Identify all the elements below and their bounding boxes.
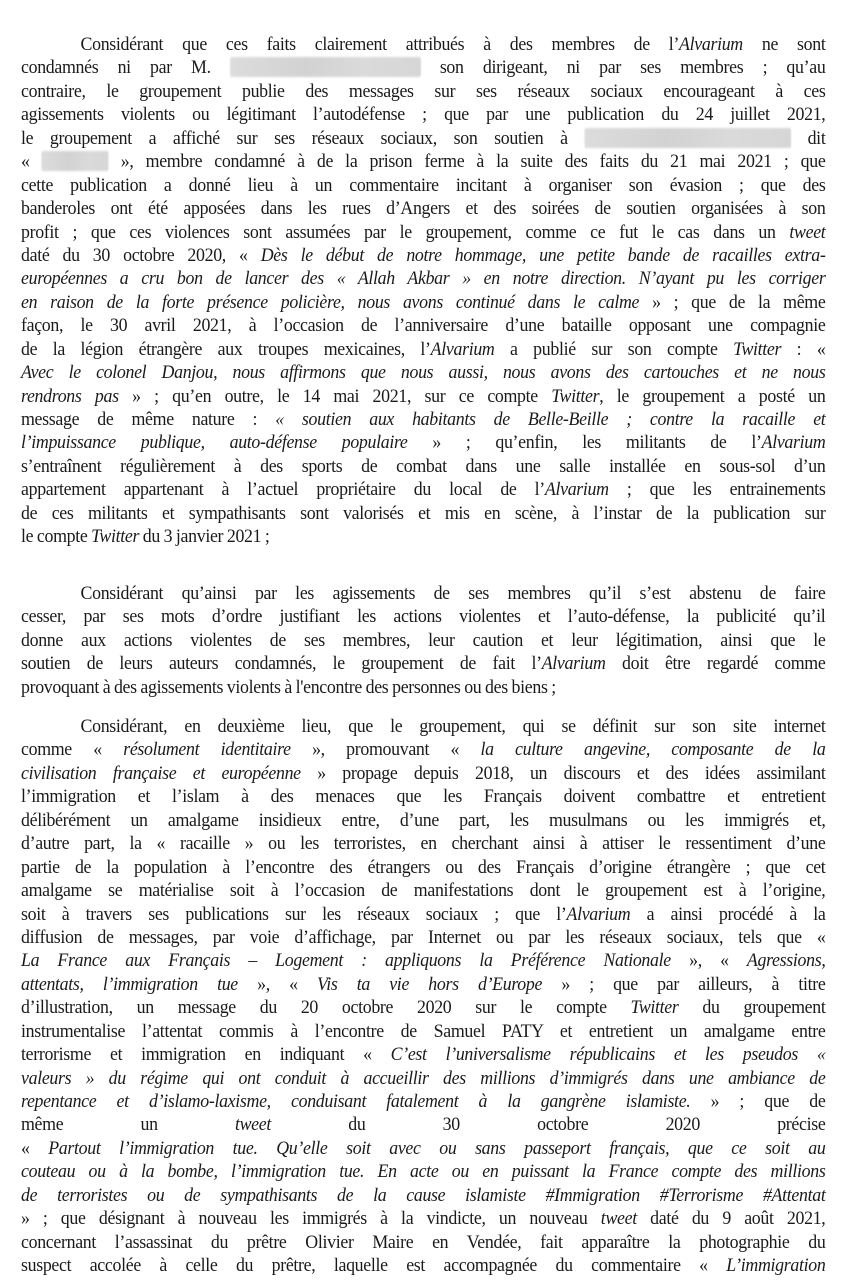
- text-line: [21, 926, 825, 949]
- text-line: [21, 127, 825, 150]
- italic-text: valeurs » du régime qui ont conduit à accueillir des millions d’immigrés dans une ambiance de: [21, 1067, 826, 1089]
- text-line: [21, 996, 825, 1019]
- text-segment: concernant l’assassinat du prêtre Olivier Maire en Vendée, fait apparaître la photographie du: [21, 1231, 826, 1253]
- redacted-name: [230, 57, 421, 77]
- italic-text: Avec le colonel Danjou, nous affirmons que nous aussi, nous avons des cartouches et ne nous: [21, 362, 826, 384]
- italic-text: Alvarium: [541, 653, 606, 675]
- text-segment: daté du 30 octobre 2020, «: [21, 244, 261, 266]
- paragraph-1: [21, 33, 825, 549]
- text-segment: daté du 9 août 2021,: [636, 1208, 826, 1230]
- text-line: [21, 1184, 825, 1207]
- text-segment: partie de la population à l’encontre des étrangers ou des Français d’origine étrangère ; que cet: [21, 856, 826, 878]
- text-line: [21, 1020, 825, 1043]
- text-segment: banderoles ont été apposées dans les rues d’Angers et des soirées de soutien organisées à son: [21, 198, 826, 220]
- italic-text: résolument identitaire: [123, 739, 291, 761]
- text-segment: du groupement: [678, 997, 826, 1019]
- text-segment: » ; que de: [690, 1091, 826, 1112]
- italic-text: Dès le début de notre hommage, une petite bande de racailles extra-: [260, 244, 826, 266]
- text-line: [21, 385, 825, 408]
- text-line: [21, 903, 825, 926]
- italic-text: tweet: [789, 221, 826, 243]
- text-line: [21, 244, 825, 267]
- text-line: [21, 103, 825, 126]
- italic-text: rendrons pas: [21, 385, 119, 407]
- text-segment: «: [21, 1137, 49, 1159]
- italic-text: Twitter: [733, 338, 782, 360]
- text-line: [21, 605, 825, 628]
- text-line: [21, 455, 825, 478]
- text-line: [21, 973, 825, 996]
- text-line: [21, 1043, 825, 1066]
- text-segment: du 30 octobre 2020 précise: [271, 1114, 826, 1136]
- text-segment: appartement appartenant à l’actuel propriétaire du local de l’: [21, 479, 545, 501]
- text-line: [21, 762, 825, 785]
- text-segment: soutien de leurs auteurs condamnés, le groupement de fait l’: [21, 653, 542, 675]
- text-segment: le groupement a affiché sur ses réseaux sociaux, son soutien à: [21, 127, 585, 149]
- text-line: [21, 856, 825, 879]
- italic-text: repentance et d’islamo-laxisme, conduisant fatalement à la gangrène islamiste.: [21, 1091, 691, 1112]
- text-segment: Considérant, en deuxième lieu, que le groupement, qui se définit sur son site internet: [80, 716, 826, 737]
- text-segment: a ainsi procédé à la: [630, 903, 826, 925]
- italic-text: tweet: [234, 1114, 272, 1136]
- text-segment: doit être regardé comme: [605, 653, 826, 675]
- text-line: [21, 629, 825, 652]
- text-segment: s’entraînent régulièrement à des sports de combat dans une salle installée en sous-sol d’un: [21, 455, 826, 477]
- text-line: [21, 291, 825, 314]
- italic-text: Partout l’immigration tue. Qu’elle soit avec ou sans passeport français, que ce soit au: [48, 1137, 826, 1159]
- text-segment: de la légion étrangère aux troupes mexicaines, l’: [21, 338, 431, 360]
- text-line: [21, 221, 825, 244]
- text-segment: diffusion de messages, par voie d’affichage, par Internet ou par les réseaux sociaux, tels que «: [21, 926, 826, 948]
- text-line: [21, 150, 825, 173]
- text-segment: provoquant à des agissements violents à l'encontre des personnes ou des biens ;: [21, 676, 556, 698]
- text-segment: donne aux actions violentes de ses membres, leur caution et leur légitimation, ainsi que le: [21, 629, 826, 651]
- text-line: [21, 267, 825, 290]
- italic-text: civilisation française et européenne: [21, 762, 301, 784]
- text-segment: d’autre part, la « racaille » ou les terroristes, en cherchant ainsi à attiser le ressentiment d’une: [21, 833, 826, 855]
- italic-text: attentats, l’immigration tue: [21, 973, 238, 995]
- text-line: [21, 33, 825, 56]
- text-segment: délibérément un amalgame insidieux entre, d’une part, les musulmans ou les immigrés et,: [21, 809, 826, 831]
- text-segment: agissements violents ou légitimant l’autodéfense ; que par une publication du 24 juillet 2021,: [21, 104, 826, 126]
- italic-text: tweet: [600, 1208, 637, 1230]
- italic-text: Vis ta vie hors d’Europe: [316, 973, 543, 995]
- text-segment: » ; que par ailleurs, à titre: [542, 973, 826, 995]
- text-segment: son dirigeant, ni par ses membres ; qu’au: [420, 57, 826, 79]
- text-line: [21, 809, 825, 832]
- text-segment: contraire, le groupement publie des messages sur ses réseaux sociaux encourageant à ces: [21, 80, 826, 102]
- text-line: [21, 1231, 825, 1254]
- text-line: [21, 1067, 825, 1090]
- italic-text: Alvarium: [566, 903, 631, 925]
- text-line: [21, 525, 825, 548]
- text-line: [21, 431, 825, 454]
- text-segment: », membre condamné à de la prison ferme à la suite des faits du 21 mai 2021 ; que: [108, 151, 826, 173]
- text-segment: amalgame se matérialise soit à l’occasion de manifestations dont le groupement est à l’origine,: [21, 880, 826, 902]
- text-segment: » ; que désignant à nouveau les immigrés à la vindicte, un nouveau: [21, 1208, 601, 1230]
- text-line: [21, 1113, 825, 1136]
- italic-text: de terroristes ou de sympathisants de la cause islamiste #Immigration #Terrorisme #Attentat: [21, 1184, 826, 1206]
- text-segment: ; que les entrainements: [608, 479, 826, 501]
- text-line: [21, 408, 825, 431]
- text-line: [21, 1207, 825, 1230]
- text-segment: dit: [790, 127, 826, 149]
- text-segment: comme «: [21, 739, 124, 761]
- text-segment: cette publication a donné lieu à un commentaire incitant à organiser son évasion ; que des: [21, 174, 826, 196]
- text-segment: du 3 janvier 2021 ;: [139, 526, 270, 548]
- text-line: [21, 832, 825, 855]
- text-segment: même un: [21, 1114, 235, 1136]
- text-line: [21, 715, 825, 738]
- text-segment: Considérant que ces faits clairement attribués à des membres de l’: [80, 34, 680, 55]
- italic-text: couteau ou à la bombe, l’immigration tue. En acte ou en puissant la France compte des millions: [21, 1161, 826, 1183]
- text-line: [21, 56, 825, 79]
- italic-text: Twitter: [91, 526, 140, 548]
- text-line: [21, 785, 825, 808]
- text-segment: l’immigration et l’islam à des menaces que les Français doivent combattre et entretient: [21, 786, 826, 808]
- text-line: [21, 676, 825, 699]
- text-segment: Considérant qu’ainsi par les agissements de ses membres qu’il s’est abstenu de faire: [80, 583, 826, 604]
- paragraph-3: [21, 715, 825, 1278]
- italic-text: « soutien aux habitants de Belle-Beille ; contre la racaille et: [275, 409, 826, 430]
- text-line: [21, 361, 825, 384]
- italic-text: Alvarium: [761, 432, 826, 454]
- italic-text: en raison de la forte présence policière, nous avons continué dans le calme: [21, 291, 640, 313]
- text-segment: profit ; que ces violences sont assumées par le groupement, comme ce fut le cas dans un: [21, 221, 790, 243]
- text-line: [21, 652, 825, 675]
- text-segment: ne sont: [742, 34, 826, 55]
- text-line: [21, 1137, 825, 1160]
- italic-text: L’immigration: [726, 1255, 826, 1277]
- redacted-name: [42, 151, 109, 171]
- text-line: [21, 197, 825, 220]
- text-segment: façon, le 30 avril 2021, à l’occasion de l’anniversaire d’une bataille opposant une compagnie: [21, 315, 826, 337]
- text-line: [21, 502, 825, 525]
- italic-text: Alvarium: [544, 479, 609, 501]
- text-segment: soit à travers ses publications sur les réseaux sociaux ; que l’: [21, 903, 567, 925]
- text-segment: » propage depuis 2018, un discours et des idées assimilant: [300, 762, 826, 784]
- text-line: [21, 949, 825, 972]
- text-line: [21, 478, 825, 501]
- text-segment: , le groupement a posté un: [599, 385, 826, 407]
- italic-text: européennes a cru bon de lancer des « Allah Akbar » en notre direction. N’ayant pu les corriger: [21, 268, 826, 290]
- text-line: [21, 314, 825, 337]
- text-segment: terrorisme et immigration en indiquant «: [21, 1044, 391, 1066]
- text-segment: message de même nature :: [21, 409, 276, 430]
- italic-text: La France aux Français – Logement : appliquons la Préférence Nationale: [21, 950, 671, 972]
- text-segment: a publié sur son compte: [494, 338, 734, 360]
- italic-text: Agressions,: [746, 950, 826, 972]
- italic-text: Twitter: [551, 385, 600, 407]
- text-line: [21, 1090, 825, 1113]
- text-line: [21, 582, 825, 605]
- redacted-name: [584, 128, 790, 148]
- italic-text: l’impuissance publique, auto-défense populaire: [21, 432, 408, 454]
- text-segment: » ; que de la même: [639, 291, 826, 313]
- text-line: [21, 80, 825, 103]
- italic-text: Twitter: [630, 997, 679, 1019]
- text-segment: instrumentalise l’attentat commis à l’encontre de Samuel PATY et entretient un amalgame entre: [21, 1020, 826, 1042]
- text-segment: suspect accolée à celle du prêtre, laquelle est accompagnée du commentaire «: [21, 1255, 727, 1277]
- italic-text: la culture angevine, composante de la: [480, 739, 826, 761]
- text-segment: », «: [670, 950, 747, 972]
- text-segment: le compte: [21, 526, 92, 548]
- paragraph-2: [21, 582, 825, 699]
- italic-text: C’est l’universalisme républicains et les pseudos «: [390, 1044, 826, 1066]
- italic-text: Alvarium: [679, 34, 743, 55]
- text-segment: d’illustration, un message du 20 octobre 2020 sur le compte: [21, 997, 631, 1019]
- text-segment: » ; qu’enfin, les militants de l’: [407, 432, 762, 454]
- italic-text: Alvarium: [430, 338, 495, 360]
- text-line: [21, 174, 825, 197]
- text-segment: » ; qu’en outre, le 14 mai 2021, sur ce compte: [118, 385, 552, 407]
- text-segment: de ces militants et sympathisants sont valorisés et mis en scène, à l’instar de la publication sur: [21, 502, 826, 524]
- text-segment: cesser, par ses mots d’ordre justifiant les actions violentes et l’auto-défense, la publicité qu’il: [21, 606, 826, 628]
- text-line: [21, 1160, 825, 1183]
- text-line: [21, 1254, 825, 1277]
- text-segment: condamnés ni par M.: [21, 57, 230, 79]
- text-segment: : «: [781, 338, 826, 360]
- text-segment: », «: [237, 973, 317, 995]
- text-line: [21, 879, 825, 902]
- text-segment: », promouvant «: [290, 739, 481, 761]
- text-line: [21, 738, 825, 761]
- text-segment: «: [21, 151, 42, 173]
- text-line: [21, 338, 825, 361]
